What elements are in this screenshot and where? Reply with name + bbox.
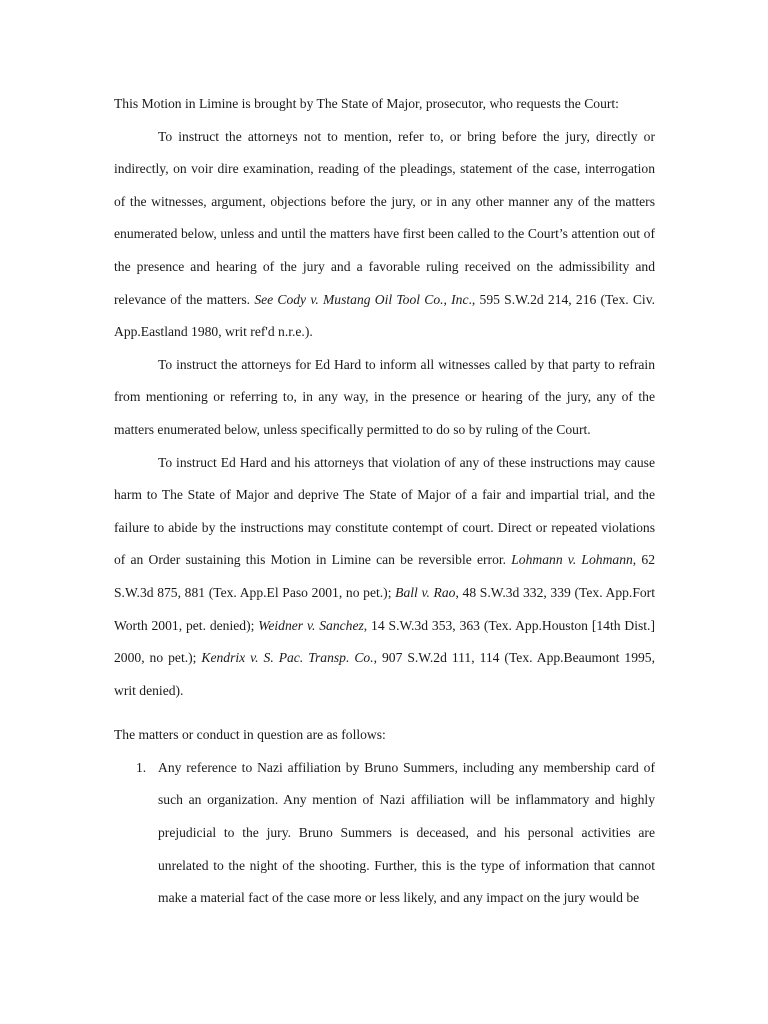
citation-text: , 907 S.W.2d 111, 114 (Tex. App.Beaumont 1995, writ denied). xyxy=(114,650,655,698)
matters-intro: The matters or conduct in question are as follows: xyxy=(114,727,386,743)
instruction-paragraph-3 xyxy=(114,447,655,708)
list-item-text: Any reference to Nazi affiliation by Bruno Summers, including any membership card of such an organization. Any mention of Nazi affiliation will be inflammatory and highly prejudicial to the jury. Bruno Summers is deceased, and his personal activities are unrelated to the night of the shooting. Further, this is the type of information that cannot make a material fact of the case more or less likely, and any impact on the jury would be xyxy=(158,759,655,906)
case-citation-kendrix: Kendrix v. S. Pac. Transp. Co. xyxy=(201,650,374,666)
case-citation-weidner: Weidner v. Sanchez xyxy=(258,617,364,633)
instruction-paragraph-2: To instruct the attorneys for Ed Hard to inform all witnesses called by that party to refrain from mentioning or referring to, in any way, in the presence or hearing of the jury, any of the matters enumerated below, unless specifically permitted to do so by ruling of the Court. xyxy=(114,356,655,437)
citation-text: , 62 S.W.3d 875, 881 (Tex. App.El Paso 2001, no pet.); xyxy=(114,552,655,600)
citation-text: , 14 S.W.3d 353, 363 (Tex. App.Houston [14th Dist.] 2000, no pet.); xyxy=(114,617,655,666)
paragraph-text: To instruct the attorneys not to mention, refer to, or bring before the jury, directly or indirectly, on voir dire examination, reading of the pleadings, statement of the case, interrogation of the witnesses, argument, objections before the jury, or in any other manner any of the matters enumerated below, unless and until the matters have first been called to the Court’s attention out of the presence and hearing of the jury and a favorable ruling received on the admissibility and relevance of the matters. xyxy=(114,128,655,307)
paragraph-text: To instruct Ed Hard and his attorneys that violation of any of these instructions may cause harm to The State of Major and deprive The State of Major of a fair and impartial trial, and the failure to abide by the instructions may constitute contempt of court. Direct or repeated violations of an Order sustaining this Motion in Limine can be reversible error. xyxy=(114,454,655,568)
intro-paragraph: This Motion in Limine is brought by The State of Major, prosecutor, who requests the Court: xyxy=(114,96,619,111)
instruction-paragraph-1 xyxy=(114,121,655,349)
case-citation-lohmann: Lohmann v. Lohmann xyxy=(511,552,633,568)
matters-list xyxy=(114,752,655,915)
citation-text: , 48 S.W.3d 332, 339 (Tex. App.Fort Worth 2001, pet. denied); xyxy=(114,584,655,633)
list-item-number: 1. xyxy=(136,759,147,775)
list-item xyxy=(114,752,655,915)
case-citation-ball: Ball v. Rao xyxy=(395,584,456,600)
citation-text: ., 595 S.W.2d 214, 216 (Tex. Civ. App.Eastland 1980, writ ref'd n.r.e.). xyxy=(114,291,656,340)
case-citation-cody: See Cody v. Mustang Oil Tool Co., Inc xyxy=(254,291,469,307)
document-page xyxy=(114,88,655,915)
